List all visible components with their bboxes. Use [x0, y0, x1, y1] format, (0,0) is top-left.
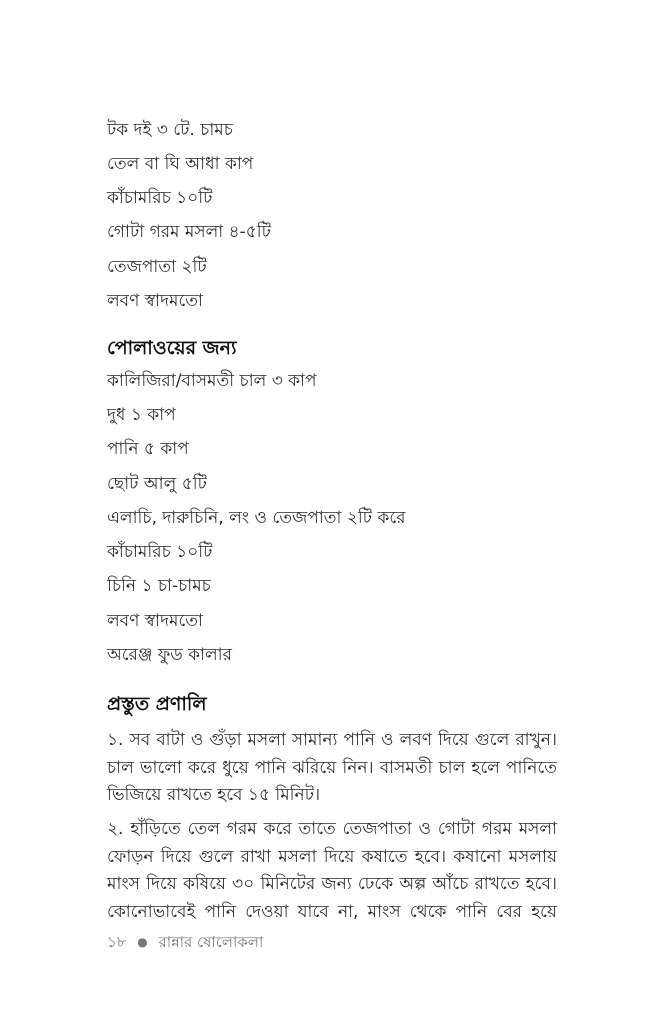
page-number: ১৮ — [107, 933, 127, 951]
ingredient-item: চিনি ১ চা-চামচ — [107, 576, 211, 596]
ingredient-item: কালিজিরা/বাসমতী চাল ৩ কাপ — [107, 371, 317, 391]
ingredient-item: টক দই ৩ টে. চামচ — [107, 120, 233, 140]
step-line: মাংস দিয়ে কষিয়ে ৩০ মিনিটের জন্য ঢেকে অল্প আঁচে রাখতে হবে। — [107, 874, 557, 894]
ingredient-item: গোটা গরম মসলা ৪-৫টি — [107, 222, 271, 242]
ingredient-item: কাঁচামরিচ ১০টি — [107, 188, 213, 208]
step-line: চাল ভালো করে ধুয়ে পানি ঝরিয়ে নিন। বাসমতী চাল হলে পানিতে — [107, 757, 557, 778]
ingredient-item: তেজপাতা ২টি — [107, 257, 207, 277]
ingredient-item: দুধ ১ কাপ — [107, 405, 176, 425]
method-step-2 — [107, 816, 557, 926]
book-title: রান্নার ষোলোকলা — [158, 933, 264, 951]
ingredient-item: অরেঞ্জ ফুড কালার — [107, 645, 232, 665]
method-step-1 — [107, 727, 557, 810]
polao-section-heading: পোলাওয়ের জন্য — [107, 337, 237, 359]
step-line: ২. হাঁড়িতে তেল গরম করে তাতে তেজপাতা ও গোটা গরম মসলা — [107, 819, 557, 839]
step-line: ফোড়ন দিয়ে গুলে রাখা মসলা দিয়ে কষাতে হবে। কষানো মসলায় — [107, 846, 557, 867]
step-line: ১. সব বাটা ও গুঁড়া মসলা সামান্য পানি ও লবণ দিয়ে গুলে রাখুন। — [107, 730, 557, 750]
ingredient-item: ছোট আলু ৫টি — [107, 474, 207, 494]
ingredient-item: লবণ স্বাদমতো — [107, 291, 203, 311]
ingredient-item: তেল বা ঘি আধা কাপ — [107, 154, 254, 174]
ingredient-item: পানি ৫ কাপ — [107, 439, 189, 459]
step-line: কোনোভাবেই পানি দেওয়া যাবে না, মাংস থেকে পানি বের হয়ে — [107, 901, 557, 922]
bullet-separator-icon: ● — [137, 935, 148, 949]
method-section-heading: প্রস্তুত প্রণালি — [107, 693, 207, 715]
ingredient-item: এলাচি, দারুচিনি, লং ও তেজপাতা ২টি করে — [107, 508, 406, 528]
page-footer — [107, 932, 263, 952]
step-line: ভিজিয়ে রাখতে হবে ১৫ মিনিট। — [107, 785, 321, 805]
ingredient-item: কাঁচামরিচ ১০টি — [107, 542, 213, 562]
ingredient-item: লবণ স্বাদমতো — [107, 611, 203, 631]
